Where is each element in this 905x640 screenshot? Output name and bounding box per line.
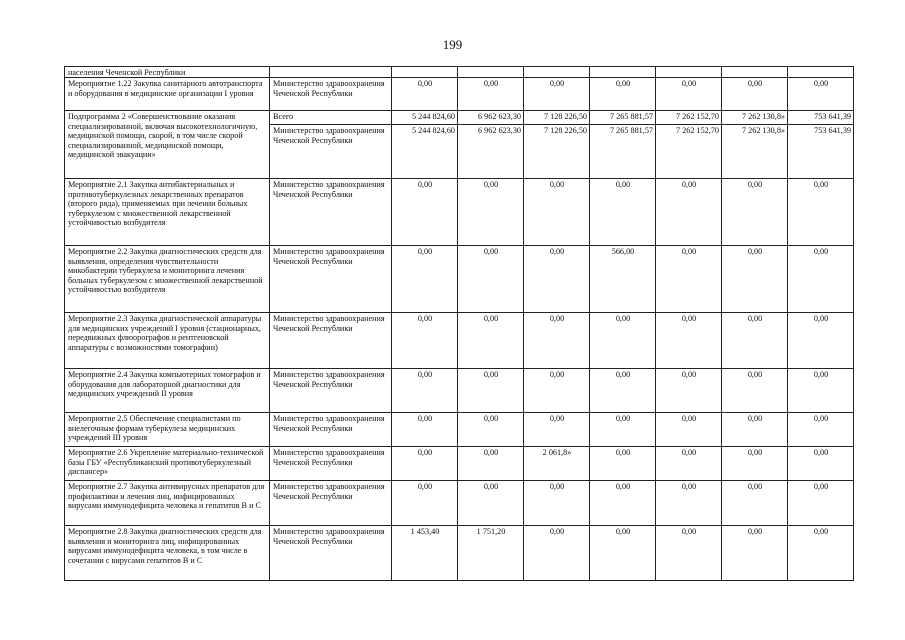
value-cell: 0,00 (656, 369, 722, 413)
executor-cell: Министерство здравоохранения Чеченской Республики (270, 78, 392, 111)
value-cell: 0,00 (788, 179, 854, 246)
value-cell: 0,00 (722, 413, 788, 447)
value-cell: 0,00 (788, 447, 854, 481)
value-cell: 0,00 (392, 246, 458, 313)
value-cell (788, 67, 854, 78)
value-cell: 566,00 (590, 246, 656, 313)
executor-cell: Всего (270, 111, 392, 125)
value-cell: 0,00 (788, 413, 854, 447)
value-cell: 0,00 (524, 526, 590, 581)
executor-cell: Министерство здравоохранения Чеченской Республики (270, 246, 392, 313)
value-cell: 0,00 (524, 246, 590, 313)
value-cell: 0,00 (392, 179, 458, 246)
value-cell: 0,00 (656, 313, 722, 369)
measure-name-cell: Подпрограмма 2 «Совершенствование оказания специализированной, включая высокотехнологичную, медицинской помощи, скорой, в том числе скорой специализированной, медицинской помощи, медицинской эвакуации» (65, 111, 270, 179)
page-number: 199 (442, 37, 463, 52)
measure-name-cell: Мероприятие 2.7 Закупка антивирусных препаратов для профилактики и лечения лиц, инфицированных вирусами иммунодефицита человека и гепатитов В и С (65, 481, 270, 526)
value-cell (656, 67, 722, 78)
measure-name-cell: Мероприятие 2.2 Закупка диагностических средств для выявления, определения чувствительности микобактерии туберкулеза и мониторинга лечения больных туберкулезом с множественной лекарственной устойчивостью возбудителя (65, 246, 270, 313)
value-cell: 7 262 130,8» (722, 125, 788, 179)
executor-cell: Министерство здравоохранения Чеченской Республики (270, 526, 392, 581)
value-cell: 0,00 (590, 481, 656, 526)
value-cell: 5 244 824,60 (392, 111, 458, 125)
value-cell: 0,00 (524, 313, 590, 369)
value-cell: 0,00 (722, 246, 788, 313)
measure-name-cell: Мероприятие 2.1 Закупка антибактериальных и противотуберкулезных лекарственных препаратов (второго ряда), применяемых при лечении больных туберкулезом с множественной лекарственной устойчивостью возбудителя (65, 179, 270, 246)
value-cell: 0,00 (722, 179, 788, 246)
budget-table (64, 66, 854, 581)
value-cell: 0,00 (656, 526, 722, 581)
value-cell (590, 67, 656, 78)
value-cell: 0,00 (392, 481, 458, 526)
value-cell: 0,00 (788, 246, 854, 313)
table-row (65, 111, 854, 125)
value-cell: 0,00 (656, 179, 722, 246)
value-cell (722, 67, 788, 78)
measure-name-cell: Мероприятие 2.8 Закупка диагностических средств для выявления и мониторинга лиц, инфицированных вирусами иммунодефицита человека, в том числе в сочетании с вирусами гепатитов В и С (65, 526, 270, 581)
value-cell: 0,00 (722, 313, 788, 369)
value-cell: 0,00 (722, 447, 788, 481)
value-cell: 0,00 (590, 413, 656, 447)
value-cell: 0,00 (788, 526, 854, 581)
value-cell: 753 641,39 (788, 111, 854, 125)
value-cell (458, 67, 524, 78)
executor-cell: Министерство здравоохранения Чеченской Республики (270, 413, 392, 447)
value-cell: 0,00 (590, 447, 656, 481)
value-cell: 6 962 623,30 (458, 125, 524, 179)
value-cell: 1 751,20 (458, 526, 524, 581)
value-cell: 0,00 (590, 179, 656, 246)
value-cell: 7 265 881,57 (590, 111, 656, 125)
measure-name-cell: Мероприятие 2.4 Закупка компьютерных томографов и оборудования для лабораторной диагностики для медицинских учреждений II уровня (65, 369, 270, 413)
value-cell: 6 962 623,30 (458, 111, 524, 125)
value-cell: 0,00 (392, 447, 458, 481)
value-cell (524, 67, 590, 78)
measure-name-cell: Мероприятие 2.5 Обеспечение специалистами по внелегочным формам туберкулеза медицинских учреждений III уровня (65, 413, 270, 447)
executor-cell: Министерство здравоохранения Чеченской Республики (270, 369, 392, 413)
value-cell: 0,00 (788, 313, 854, 369)
value-cell: 0,00 (656, 413, 722, 447)
value-cell: 5 244 824,60 (392, 125, 458, 179)
table-row (65, 246, 854, 313)
value-cell: 0,00 (722, 369, 788, 413)
value-cell: 0,00 (656, 78, 722, 111)
table-row (65, 313, 854, 369)
value-cell: 0,00 (458, 246, 524, 313)
table-row (65, 78, 854, 111)
value-cell: 0,00 (524, 78, 590, 111)
value-cell: 0,00 (392, 313, 458, 369)
value-cell: 0,00 (392, 413, 458, 447)
table-row (65, 67, 854, 78)
value-cell: 0,00 (524, 481, 590, 526)
value-cell: 0,00 (722, 481, 788, 526)
value-cell: 0,00 (458, 313, 524, 369)
value-cell: 7 128 226,50 (524, 125, 590, 179)
value-cell: 7 128 226,50 (524, 111, 590, 125)
executor-cell: Министерство здравоохранения Чеченской Республики (270, 313, 392, 369)
value-cell: 0,00 (458, 481, 524, 526)
value-cell (392, 67, 458, 78)
value-cell: 0,00 (458, 413, 524, 447)
table-body (65, 67, 854, 581)
value-cell: 0,00 (722, 526, 788, 581)
table-row (65, 447, 854, 481)
value-cell: 7 262 152,70 (656, 111, 722, 125)
value-cell: 0,00 (458, 447, 524, 481)
table-row (65, 481, 854, 526)
measure-name-cell: Мероприятие 1.22 Закупка санитарного автотранспорта и оборудования в медицинские организации I уровня (65, 78, 270, 111)
measure-name-cell: населения Чеченской Республики (65, 67, 270, 78)
value-cell: 0,00 (458, 78, 524, 111)
executor-cell (270, 67, 392, 78)
value-cell: 0,00 (524, 369, 590, 413)
value-cell: 0,00 (656, 447, 722, 481)
table-row (65, 369, 854, 413)
value-cell: 7 265 881,57 (590, 125, 656, 179)
value-cell: 7 262 130,8» (722, 111, 788, 125)
value-cell: 0,00 (788, 481, 854, 526)
executor-cell: Министерство здравоохранения Чеченской Республики (270, 447, 392, 481)
executor-cell: Министерство здравоохранения Чеченской Республики (270, 481, 392, 526)
value-cell: 0,00 (458, 179, 524, 246)
executor-cell: Министерство здравоохранения Чеченской Республики (270, 125, 392, 179)
value-cell: 1 453,40 (392, 526, 458, 581)
value-cell: 0,00 (524, 413, 590, 447)
measure-name-cell: Мероприятие 2.6 Укрепление материально-технической базы ГБУ «Республиканский противотуберкулезный диспансер» (65, 447, 270, 481)
value-cell: 0,00 (458, 369, 524, 413)
value-cell: 0,00 (788, 78, 854, 111)
value-cell: 0,00 (788, 369, 854, 413)
executor-cell: Министерство здравоохранения Чеченской Республики (270, 179, 392, 246)
value-cell: 0,00 (656, 481, 722, 526)
value-cell: 0,00 (590, 313, 656, 369)
value-cell: 0,00 (524, 179, 590, 246)
value-cell: 7 262 152,70 (656, 125, 722, 179)
table-row (65, 413, 854, 447)
value-cell: 0,00 (590, 526, 656, 581)
value-cell: 0,00 (392, 78, 458, 111)
value-cell: 0,00 (590, 369, 656, 413)
value-cell: 0,00 (722, 78, 788, 111)
table-row (65, 526, 854, 581)
value-cell: 2 061,8» (524, 447, 590, 481)
value-cell: 0,00 (392, 369, 458, 413)
value-cell: 753 641,39 (788, 125, 854, 179)
value-cell: 0,00 (590, 78, 656, 111)
measure-name-cell: Мероприятие 2.3 Закупка диагностической аппаратуры для медицинских учреждений I уровня (стационарных, передвижных флюорографов и рентгеновской аппаратуры с возможностями томографии) (65, 313, 270, 369)
value-cell: 0,00 (656, 246, 722, 313)
table-row (65, 179, 854, 246)
